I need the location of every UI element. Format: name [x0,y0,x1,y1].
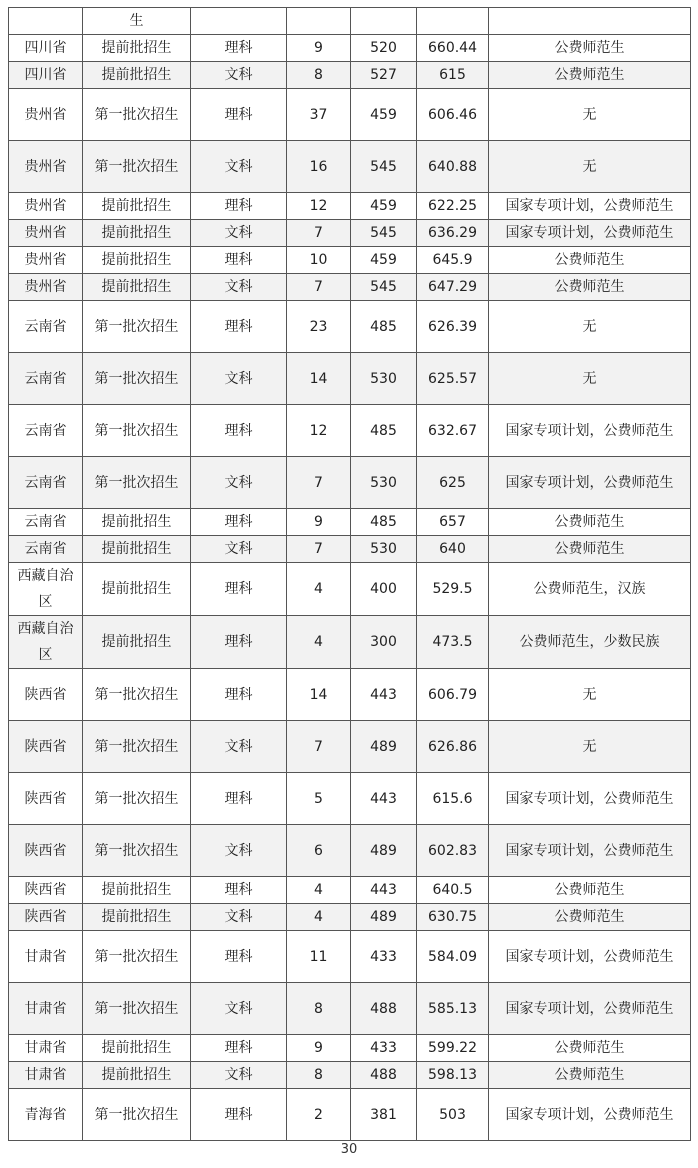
province-cell: 陕西省 [9,669,83,721]
province-cell: 陕西省 [9,904,83,931]
table-row [9,141,691,193]
note-cell: 国家专项计划，公费师范生 [489,220,691,247]
min-score-cell: 626.39 [417,301,489,353]
batch-cell: 第一批次招生 [83,983,191,1035]
batch-cell: 第一批次招生 [83,457,191,509]
subject-cell: 理科 [191,616,287,669]
batch-cell: 提前批招生 [83,193,191,220]
note-cell: 无 [489,669,691,721]
note-cell: 公费师范生 [489,877,691,904]
subject-cell: 理科 [191,509,287,536]
batch-cell: 第一批次招生 [83,721,191,773]
subject-cell: 理科 [191,89,287,141]
province-cell: 云南省 [9,353,83,405]
count-cell: 14 [287,353,351,405]
note-cell: 公费师范生 [489,1062,691,1089]
note-cell: 国家专项计划，公费师范生 [489,825,691,877]
subject-cell: 文科 [191,62,287,89]
note-cell: 公费师范生 [489,1035,691,1062]
min-score-cell: 636.29 [417,220,489,247]
count-cell: 16 [287,141,351,193]
min-score-cell: 606.79 [417,669,489,721]
subject-cell: 理科 [191,931,287,983]
count-cell: 8 [287,1062,351,1089]
table-row [9,220,691,247]
subject-cell: 理科 [191,35,287,62]
count-cell: 4 [287,563,351,616]
province-cell: 四川省 [9,62,83,89]
table-row [9,931,691,983]
subject-cell: 文科 [191,825,287,877]
min-score-cell: 625 [417,457,489,509]
note-cell: 公费师范生 [489,904,691,931]
table-row [9,62,691,89]
province-cell: 贵州省 [9,89,83,141]
control-line-cell: 443 [351,669,417,721]
count-cell: 7 [287,536,351,563]
table-row [9,563,691,616]
page-number: 30 [340,1142,358,1157]
note-cell: 国家专项计划，公费师范生 [489,405,691,457]
subject-cell: 文科 [191,274,287,301]
control-line-cell: 527 [351,62,417,89]
min-score-cell: 599.22 [417,1035,489,1062]
province-cell: 贵州省 [9,220,83,247]
province-cell: 陕西省 [9,721,83,773]
province-cell: 云南省 [9,301,83,353]
count-cell: 10 [287,247,351,274]
batch-cell: 提前批招生 [83,877,191,904]
control-line-cell: 530 [351,353,417,405]
table-row [9,457,691,509]
min-score-cell: 625.57 [417,353,489,405]
table-row [9,1089,691,1141]
control-line-cell: 530 [351,536,417,563]
batch-cell: 第一批次招生 [83,931,191,983]
control-line-cell: 545 [351,220,417,247]
control-line-cell: 520 [351,35,417,62]
min-score-cell: 660.44 [417,35,489,62]
count-cell [287,8,351,35]
control-line-cell: 400 [351,563,417,616]
min-score-cell: 640 [417,536,489,563]
table-row [9,1035,691,1062]
subject-cell: 理科 [191,301,287,353]
batch-cell: 提前批招生 [83,904,191,931]
control-line-cell: 443 [351,773,417,825]
count-cell: 2 [287,1089,351,1141]
subject-cell: 文科 [191,1062,287,1089]
control-line-cell: 443 [351,877,417,904]
table-body [9,8,691,1141]
count-cell: 8 [287,62,351,89]
batch-cell: 提前批招生 [83,1062,191,1089]
note-cell: 无 [489,89,691,141]
count-cell: 4 [287,616,351,669]
province-cell: 贵州省 [9,193,83,220]
table-row [9,509,691,536]
note-cell: 公费师范生，汉族 [489,563,691,616]
min-score-cell: 473.5 [417,616,489,669]
province-cell: 甘肃省 [9,931,83,983]
control-line-cell: 485 [351,301,417,353]
min-score-cell: 615 [417,62,489,89]
batch-cell: 提前批招生 [83,220,191,247]
admission-score-table [8,7,691,1141]
count-cell: 4 [287,904,351,931]
batch-cell: 第一批次招生 [83,353,191,405]
batch-cell: 第一批次招生 [83,773,191,825]
table-row [9,669,691,721]
control-line-cell: 489 [351,904,417,931]
subject-cell: 文科 [191,457,287,509]
min-score-cell: 598.13 [417,1062,489,1089]
province-cell: 甘肃省 [9,1035,83,1062]
min-score-cell: 630.75 [417,904,489,931]
batch-cell: 提前批招生 [83,509,191,536]
count-cell: 9 [287,35,351,62]
province-cell: 青海省 [9,1089,83,1141]
province-cell: 甘肃省 [9,983,83,1035]
note-cell: 无 [489,141,691,193]
note-cell: 公费师范生 [489,509,691,536]
count-cell: 14 [287,669,351,721]
note-cell: 公费师范生 [489,35,691,62]
table-row [9,721,691,773]
subject-cell: 文科 [191,353,287,405]
control-line-cell: 489 [351,825,417,877]
table-row [9,825,691,877]
min-score-cell: 585.13 [417,983,489,1035]
count-cell: 7 [287,457,351,509]
min-score-cell: 503 [417,1089,489,1141]
control-line-cell: 488 [351,983,417,1035]
note-cell: 国家专项计划，公费师范生 [489,193,691,220]
subject-cell: 文科 [191,904,287,931]
batch-cell: 提前批招生 [83,247,191,274]
control-line-cell: 433 [351,931,417,983]
min-score-cell: 640.5 [417,877,489,904]
batch-cell: 生 [83,8,191,35]
min-score-cell: 657 [417,509,489,536]
count-cell: 7 [287,220,351,247]
subject-cell: 文科 [191,141,287,193]
control-line-cell: 545 [351,141,417,193]
count-cell: 7 [287,721,351,773]
province-cell: 陕西省 [9,825,83,877]
province-cell [9,8,83,35]
batch-cell: 提前批招生 [83,536,191,563]
table-row [9,877,691,904]
subject-cell: 理科 [191,193,287,220]
count-cell: 12 [287,405,351,457]
province-cell: 四川省 [9,35,83,62]
note-cell: 无 [489,301,691,353]
table-row [9,247,691,274]
batch-cell: 第一批次招生 [83,89,191,141]
province-cell: 云南省 [9,405,83,457]
table-row [9,616,691,669]
count-cell: 9 [287,509,351,536]
note-cell [489,8,691,35]
province-cell: 贵州省 [9,274,83,301]
min-score-cell: 529.5 [417,563,489,616]
control-line-cell: 300 [351,616,417,669]
province-cell: 西藏自治区 [9,563,83,616]
province-cell: 甘肃省 [9,1062,83,1089]
min-score-cell: 640.88 [417,141,489,193]
subject-cell: 理科 [191,877,287,904]
subject-cell: 理科 [191,669,287,721]
control-line-cell: 489 [351,721,417,773]
batch-cell: 第一批次招生 [83,405,191,457]
min-score-cell [417,8,489,35]
control-line-cell: 488 [351,1062,417,1089]
subject-cell: 文科 [191,536,287,563]
min-score-cell: 622.25 [417,193,489,220]
min-score-cell: 626.86 [417,721,489,773]
note-cell: 公费师范生，少数民族 [489,616,691,669]
subject-cell: 理科 [191,563,287,616]
province-cell: 贵州省 [9,141,83,193]
note-cell: 国家专项计划，公费师范生 [489,983,691,1035]
province-cell: 云南省 [9,509,83,536]
count-cell: 4 [287,877,351,904]
batch-cell: 第一批次招生 [83,301,191,353]
min-score-cell: 647.29 [417,274,489,301]
control-line-cell: 485 [351,509,417,536]
table-row [9,983,691,1035]
batch-cell: 提前批招生 [83,616,191,669]
table-row [9,536,691,563]
subject-cell [191,8,287,35]
control-line-cell: 530 [351,457,417,509]
table-row [9,1062,691,1089]
batch-cell: 第一批次招生 [83,1089,191,1141]
subject-cell: 理科 [191,247,287,274]
table-row [9,773,691,825]
subject-cell: 文科 [191,983,287,1035]
note-cell: 无 [489,721,691,773]
batch-cell: 提前批招生 [83,35,191,62]
province-cell: 云南省 [9,536,83,563]
batch-cell: 提前批招生 [83,62,191,89]
note-cell: 国家专项计划，公费师范生 [489,457,691,509]
min-score-cell: 606.46 [417,89,489,141]
table-row [9,89,691,141]
province-cell: 西藏自治区 [9,616,83,669]
control-line-cell: 459 [351,193,417,220]
count-cell: 6 [287,825,351,877]
province-cell: 陕西省 [9,877,83,904]
note-cell: 公费师范生 [489,274,691,301]
note-cell: 公费师范生 [489,62,691,89]
count-cell: 37 [287,89,351,141]
control-line-cell: 433 [351,1035,417,1062]
min-score-cell: 584.09 [417,931,489,983]
control-line-cell [351,8,417,35]
table-row [9,274,691,301]
control-line-cell: 459 [351,247,417,274]
subject-cell: 文科 [191,220,287,247]
min-score-cell: 602.83 [417,825,489,877]
table-row [9,405,691,457]
count-cell: 7 [287,274,351,301]
count-cell: 23 [287,301,351,353]
table-row [9,35,691,62]
table-row [9,353,691,405]
note-cell: 公费师范生 [489,536,691,563]
min-score-cell: 645.9 [417,247,489,274]
province-cell: 云南省 [9,457,83,509]
province-cell: 贵州省 [9,247,83,274]
min-score-cell: 615.6 [417,773,489,825]
subject-cell: 文科 [191,721,287,773]
count-cell: 8 [287,983,351,1035]
subject-cell: 理科 [191,405,287,457]
note-cell: 国家专项计划，公费师范生 [489,931,691,983]
subject-cell: 理科 [191,1035,287,1062]
note-cell: 国家专项计划，公费师范生 [489,773,691,825]
control-line-cell: 459 [351,89,417,141]
table-row [9,8,691,35]
min-score-cell: 632.67 [417,405,489,457]
count-cell: 5 [287,773,351,825]
table-row [9,904,691,931]
control-line-cell: 545 [351,274,417,301]
batch-cell: 第一批次招生 [83,141,191,193]
subject-cell: 理科 [191,1089,287,1141]
province-cell: 陕西省 [9,773,83,825]
note-cell: 国家专项计划，公费师范生 [489,1089,691,1141]
control-line-cell: 485 [351,405,417,457]
count-cell: 11 [287,931,351,983]
table-row [9,193,691,220]
count-cell: 9 [287,1035,351,1062]
note-cell: 公费师范生 [489,247,691,274]
batch-cell: 第一批次招生 [83,669,191,721]
batch-cell: 提前批招生 [83,274,191,301]
batch-cell: 第一批次招生 [83,825,191,877]
batch-cell: 提前批招生 [83,563,191,616]
count-cell: 12 [287,193,351,220]
subject-cell: 理科 [191,773,287,825]
batch-cell: 提前批招生 [83,1035,191,1062]
note-cell: 无 [489,353,691,405]
table-row [9,301,691,353]
control-line-cell: 381 [351,1089,417,1141]
